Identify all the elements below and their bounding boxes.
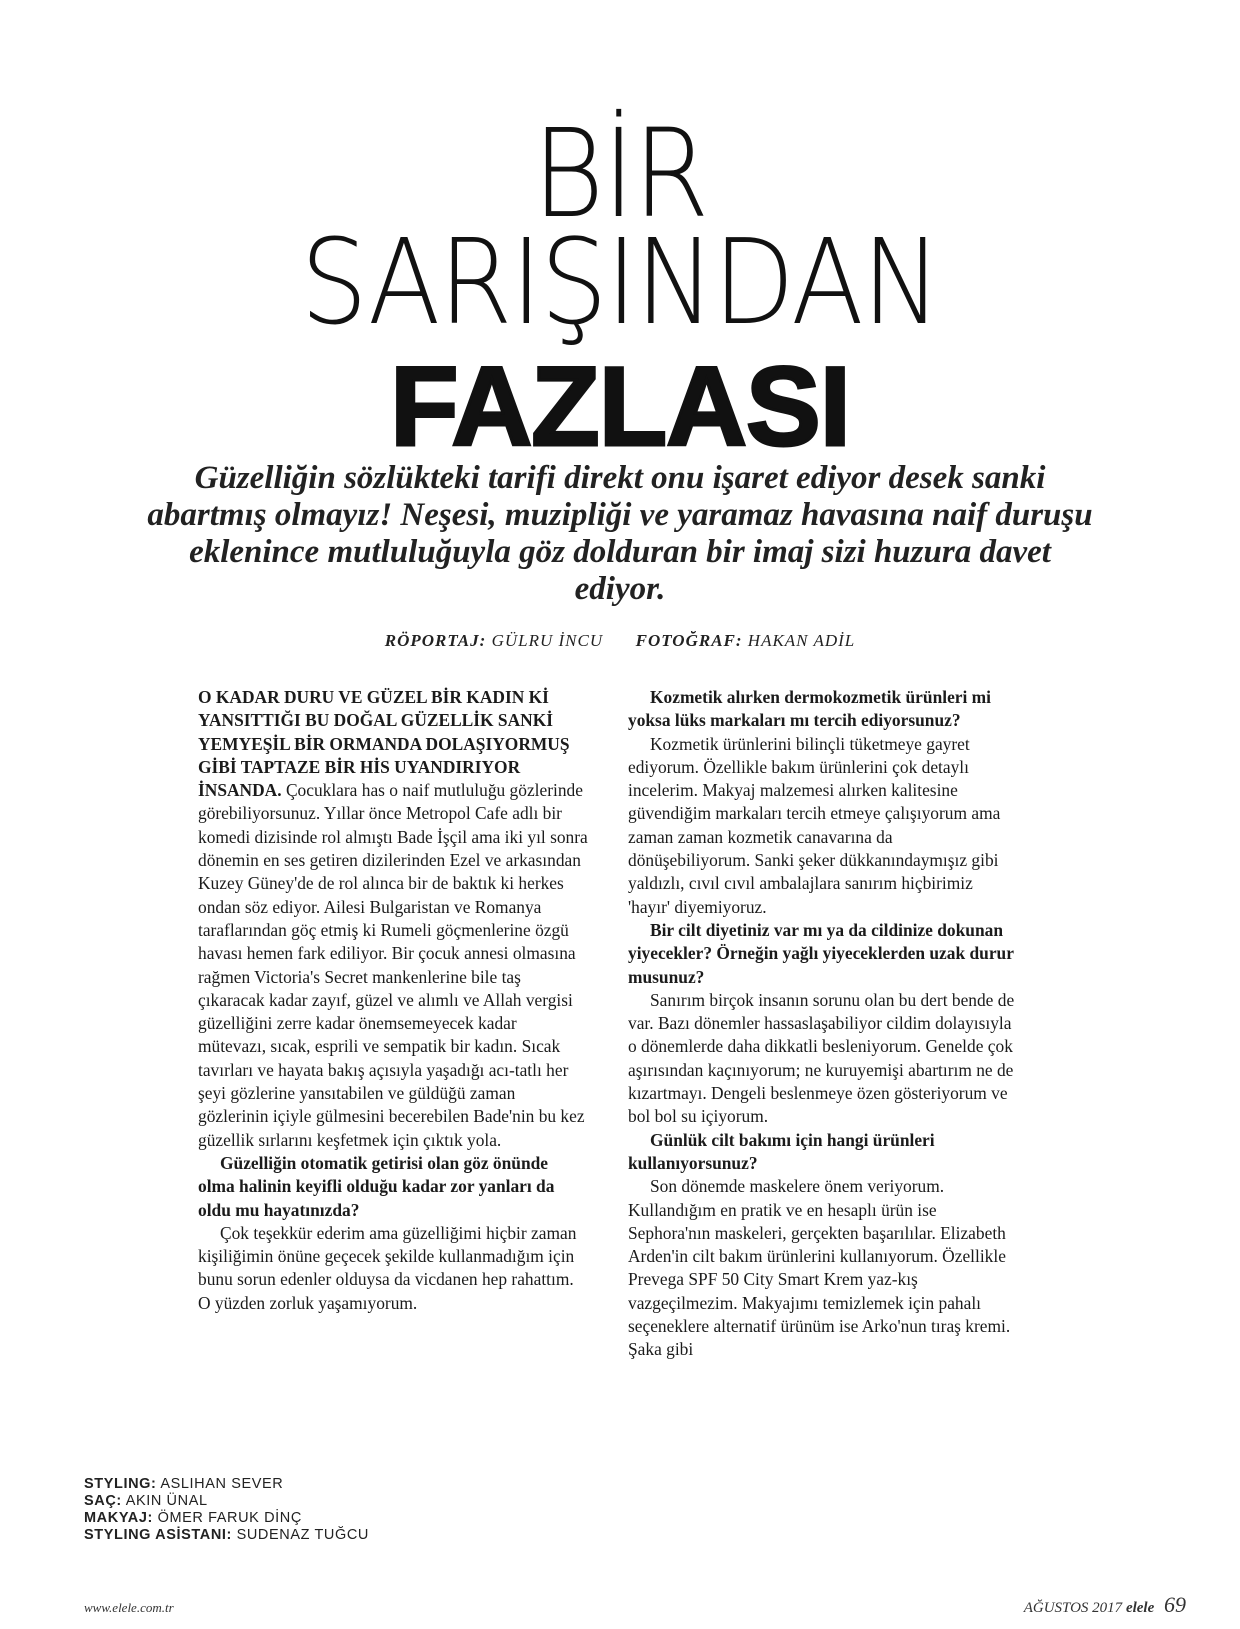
staff-row [84,1493,369,1510]
intro-caps: O KADAR DURU VE GÜZEL BİR KADIN Kİ YANSITTIĞI BU DOĞAL GÜZELLİK SANKİ YEMYEŞİL BİR ORMANDA DOLAŞIYORMUŞ GİBİ TAPTAZE BİR HİS UYANDIRIYOR İNSANDA. [198,687,570,801]
question-2: Kozmetik alırken dermokozmetik ürünleri mi yoksa lüks markaları mı tercih ediyorsunuz? [628,687,992,731]
staff-label: STYLING ASİSTANI: [84,1527,232,1543]
staff-name: SUDENAZ TUĞCU [236,1527,369,1543]
photo-label: FOTOĞRAF: [635,631,743,650]
answer-4: Son dönemde maskelere önem veriyorum. Kullandığım en pratik ve en hesaplı ürün ise Sephora'nın maskeleri, gerçekten başarılılar. Elizabeth Arden'in cilt bakım ürünlerini kullanıyorum. Özellikle Prevega SPF 50 City Smart Krem yaz-kış vazgeçilmezim. Makyajımı temizlemek için pahalı seçeneklere alternatif ürünüm ise Arko'nun tıraş kremi. Şaka gibi [628,1176,1011,1360]
headline-line-1: BİR [532,103,708,245]
answer-3: Sanırım birçok insanın sorunu olan bu dert bende de var. Bazı dönemler hassaslaşabiliyor cildim dolayısıyla o dönemlerde daha dikkatli besleniyorum. Genelde çok aşırısından kaçınıyorum; ne kuruyemişi abartırım ne de kızartmayı. Dengeli beslenmeye özen gösteriyorum ve bol bol su içiyorum. [628,989,1015,1127]
intro-paragraph [198,686,588,1152]
interview-name: GÜLRU İNCU [491,631,604,650]
staff-label: SAÇ: [84,1493,122,1509]
page-number: 69 [1164,1592,1186,1617]
staff-name: ASLIHAN SEVER [160,1476,284,1492]
staff-name: AKIN ÜNAL [125,1493,208,1509]
answer-1: Çok teşekkür ederim ama güzelliğimi hiçbir zaman kişiliğimin önüne geçecek şekilde kullanmadığım için bunu sorun edenler olduysa da vicdanen hep rahattım. O yüzden zorluk yaşamıyorum. [198,1222,577,1313]
staff-row [84,1510,369,1527]
staff-label: STYLING: [84,1476,157,1492]
headline [0,103,1240,469]
photo-name: HAKAN ADİL [747,631,856,650]
headline-light [62,103,1178,351]
question-4: Günlük cilt bakımı için hangi ürünleri kullanıyorsunuz? [628,1129,935,1173]
staff-label: MAKYAJ: [84,1510,153,1526]
headline-line-2: SARIŞINDAN [300,213,940,351]
lead-paragraph: Güzelliğin sözlükteki tarifi direkt onu işaret ediyor desek sanki abartmış olmayız! Neşesi, muzipliği ve yaramaz havasına naif duruşu eklenince mutluluğuyla göz dolduran bir imaj sizi huzura davet ediyor. [147,460,1093,607]
interview-label: RÖPORTAJ: [384,631,487,650]
staff-credits [84,1476,369,1544]
headline-line-3: FAZLASI [390,344,850,469]
question-3: Bir cilt diyetiniz var mı ya da cildinize dokunan yiyecekler? Örneğin yağlı yiyeceklerden uzak durur musunuz? [628,919,1014,987]
footer-issue: AĞUSTOS 2017 [1023,1600,1123,1616]
footer-website: www.elele.com.tr [84,1600,174,1615]
footer-brand: elele [1125,1600,1155,1616]
footer-folio [1024,1592,1186,1618]
staff-row [84,1527,369,1544]
staff-name: ÖMER FARUK DİNÇ [157,1510,302,1526]
right-column [628,686,1018,1362]
credits [320,631,920,651]
answer-2: Kozmetik ürünlerini bilinçli tüketmeye gayret ediyorum. Özellikle bakım ürünlerini çok detaylı incelerim. Makyaj malzemesi alırken kalitesine güvendiğim markaları tercih etmeye çalışıyorum ama zaman zaman kozmetik canavarına da dönüşebiliyorum. Sanki şeker dükkanındaymışız gibi yaldızlı, cıvıl cıvıl ambalajlara sanırım hiçbirimiz 'hayır' diyemiyoruz. [628,733,1001,917]
intro-text: Çocuklara has o naif mutluluğu gözlerinde görebiliyorsunuz. Yıllar önce Metropol Cafe adlı bir komedi dizisinde rol almıştı Bade İşçil ama iki yıl sonra dönemin en ses getiren dizilerinden Ezel ve arkasından Kuzey Güney'de de rol alınca bir de baktık ki herkes ondan söz ediyor. Ailesi Bulgaristan ve Romanya taraflarından göç etmiş ki Rumeli göçmenlerine özgü havası hemen fark ediliyor. Bir çocuk annesi olmasına rağmen Victoria's Secret mankenlerine bile taş çıkaracak kadar zayıf, güzel ve alımlı ve Allah vergisi güzelliğini zerre kadar önemsemeyecek kadar mütevazı, sıcak, esprili ve sempatik bir kadın. Sıcak tavırları ve hayata bakış açısıyla yaşadığı acı-tatlı her şeyi gözlerine yansıtabilen ve güldüğü zaman gözlerinin içiyle gülmesini becerebilen Bade'nin bu kez güzellik sırlarını keşfetmek için çıktık yola. [198,780,588,1150]
staff-row [84,1476,369,1493]
left-column [198,686,588,1315]
question-1: Güzelliğin otomatik getirisi olan göz önünde olma halinin keyifli olduğu kadar zor yanları da oldu mu hayatınızda? [198,1152,555,1220]
